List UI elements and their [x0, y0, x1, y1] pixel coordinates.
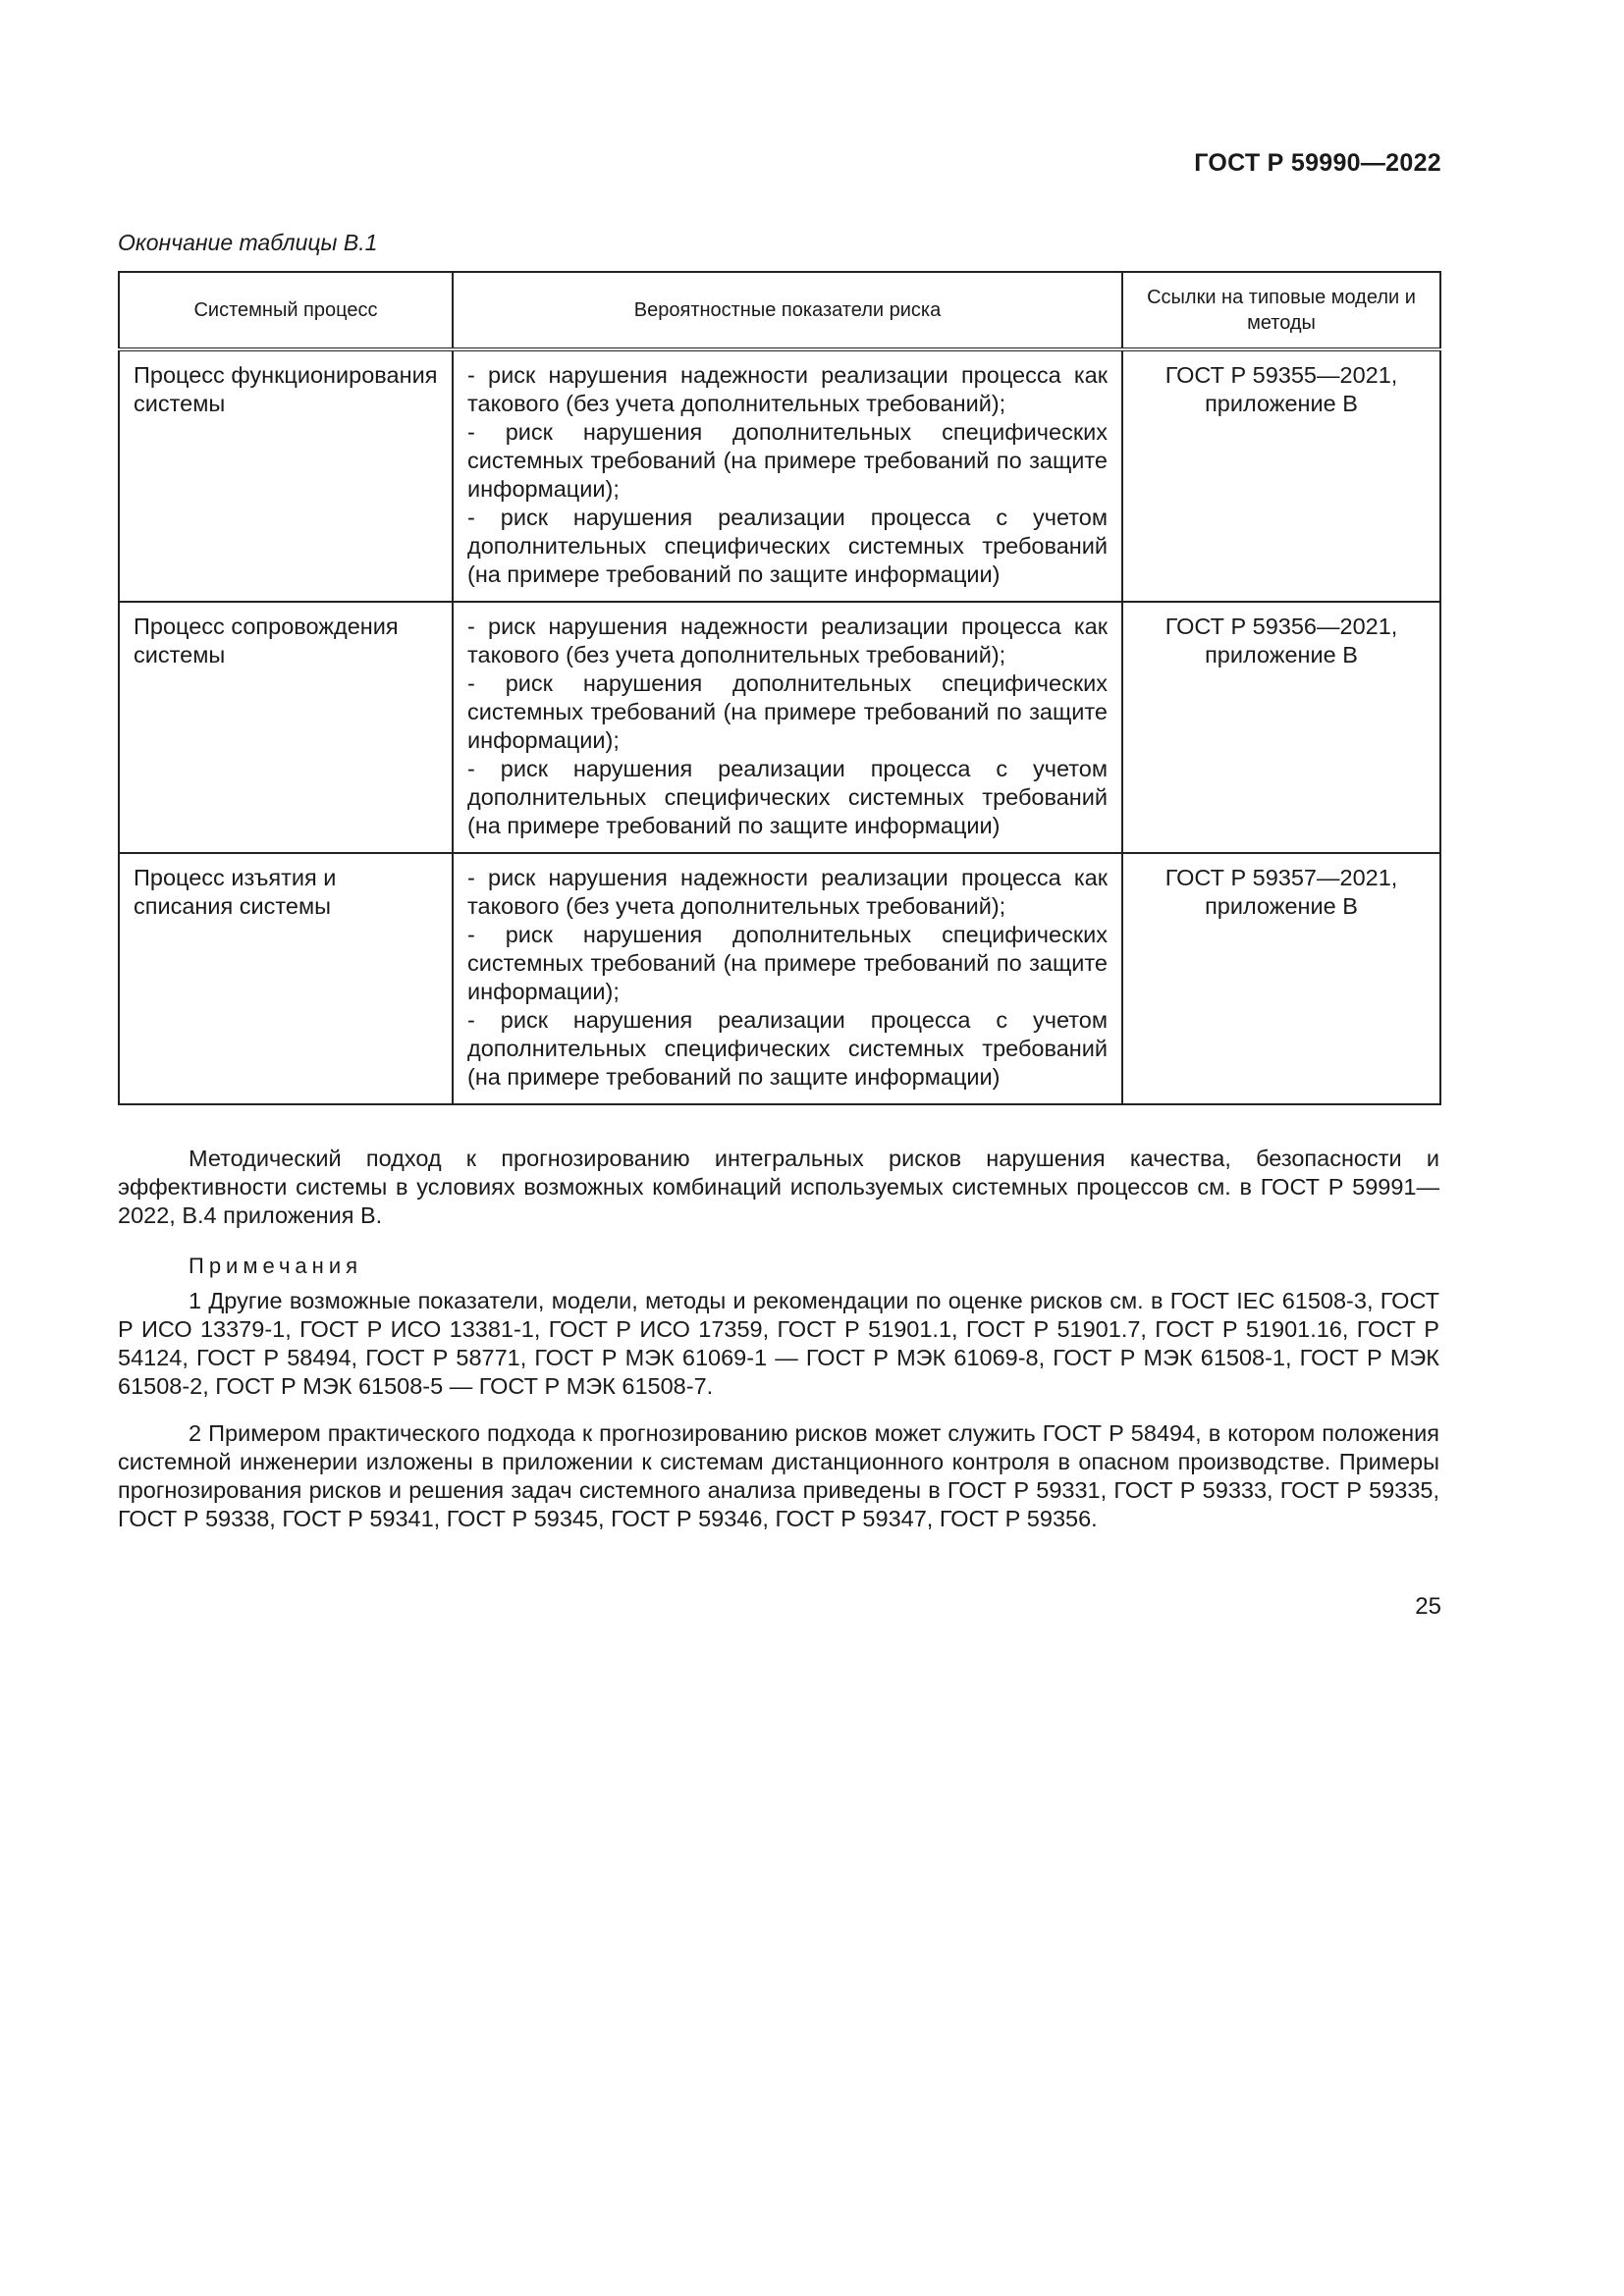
table-row: [119, 602, 1440, 853]
indicators-cell: [453, 349, 1122, 602]
table-header-row: [119, 272, 1440, 349]
indicator-item: - риск нарушения надежности реализации процесса как такового (без учета дополнительных требований);: [467, 614, 1108, 667]
risk-indicators-table: [118, 271, 1441, 1105]
reference-cell: ГОСТ Р 59357—2021, приложение В: [1122, 853, 1440, 1104]
table-caption: Окончание таблицы В.1: [118, 230, 378, 255]
table-row: [119, 349, 1440, 602]
process-cell: Процесс функционирования системы: [119, 349, 453, 602]
indicator-item: - риск нарушения надежности реализации процесса как такового (без учета дополнительных требований);: [467, 362, 1108, 416]
method-paragraph: Методический подход к прогнозированию интегральных рисков нарушения качества, безопасности и эффективности системы в условиях возможных комбинаций используемых системных процессов см. в ГОСТ Р 59991—2022, В.4 приложения В.: [118, 1146, 1439, 1228]
indicator-item: - риск нарушения реализации процесса с учетом дополнительных специфических системных требований (на примере требований по защите информации): [467, 505, 1108, 587]
indicator-item: - риск нарушения реализации процесса с учетом дополнительных специфических системных требований (на примере требований по защите информации): [467, 756, 1108, 838]
notes-heading: Примечания: [189, 1254, 363, 1278]
indicators-cell: [453, 853, 1122, 1104]
column-header-references: Ссылки на типовые модели и методы: [1122, 272, 1440, 349]
indicator-item: - риск нарушения реализации процесса с учетом дополнительных специфических системных требований (на примере требований по защите информации): [467, 1007, 1108, 1090]
document-code: ГОСТ Р 59990—2022: [1194, 149, 1441, 177]
column-header-process: Системный процесс: [119, 272, 453, 349]
process-cell: Процесс сопровождения системы: [119, 602, 453, 853]
indicator-item: - риск нарушения дополнительных специфических системных требований (на примере требований по защите информации);: [467, 922, 1108, 1004]
indicator-item: - риск нарушения дополнительных специфических системных требований (на примере требований по защите информации);: [467, 670, 1108, 753]
reference-cell: ГОСТ Р 59355—2021, приложение В: [1122, 349, 1440, 602]
indicators-cell: [453, 602, 1122, 853]
table-row: [119, 853, 1440, 1104]
indicator-item: - риск нарушения дополнительных специфических системных требований (на примере требований по защите информации);: [467, 419, 1108, 502]
page-number: 25: [1415, 1593, 1441, 1620]
note-1: 1 Другие возможные показатели, модели, методы и рекомендации по оценке рисков см. в ГОСТ IEC 61508-3, ГОСТ Р ИСО 13379-1, ГОСТ Р ИСО 13381-1, ГОСТ Р ИСО 17359, ГОСТ Р 51901.1, ГОСТ Р 51901.7, ГОСТ Р 51901.16, ГОСТ Р 54124, ГОСТ Р 58494, ГОСТ Р 58771, ГОСТ Р МЭК 61069-1 — ГОСТ Р МЭК 61069-8, ГОСТ Р МЭК 61508-1, ГОСТ Р МЭК 61508-2, ГОСТ Р МЭК 61508-5 — ГОСТ Р МЭК 61508-7.: [118, 1288, 1439, 1399]
note-2: 2 Примером практического подхода к прогнозированию рисков может служить ГОСТ Р 58494, в котором положения системной инженерии изложены в приложении к системам дистанционного контроля в опасном производстве. Примеры прогнозирования рисков и решения задач системного анализа приведены в ГОСТ Р 59331, ГОСТ Р 59333, ГОСТ Р 59335, ГОСТ Р 59338, ГОСТ Р 59341, ГОСТ Р 59345, ГОСТ Р 59346, ГОСТ Р 59347, ГОСТ Р 59356.: [118, 1420, 1439, 1531]
indicator-item: - риск нарушения надежности реализации процесса как такового (без учета дополнительных требований);: [467, 865, 1108, 919]
process-cell: Процесс изъятия и списания системы: [119, 853, 453, 1104]
column-header-indicators: Вероятностные показатели риска: [453, 272, 1122, 349]
reference-cell: ГОСТ Р 59356—2021, приложение В: [1122, 602, 1440, 853]
